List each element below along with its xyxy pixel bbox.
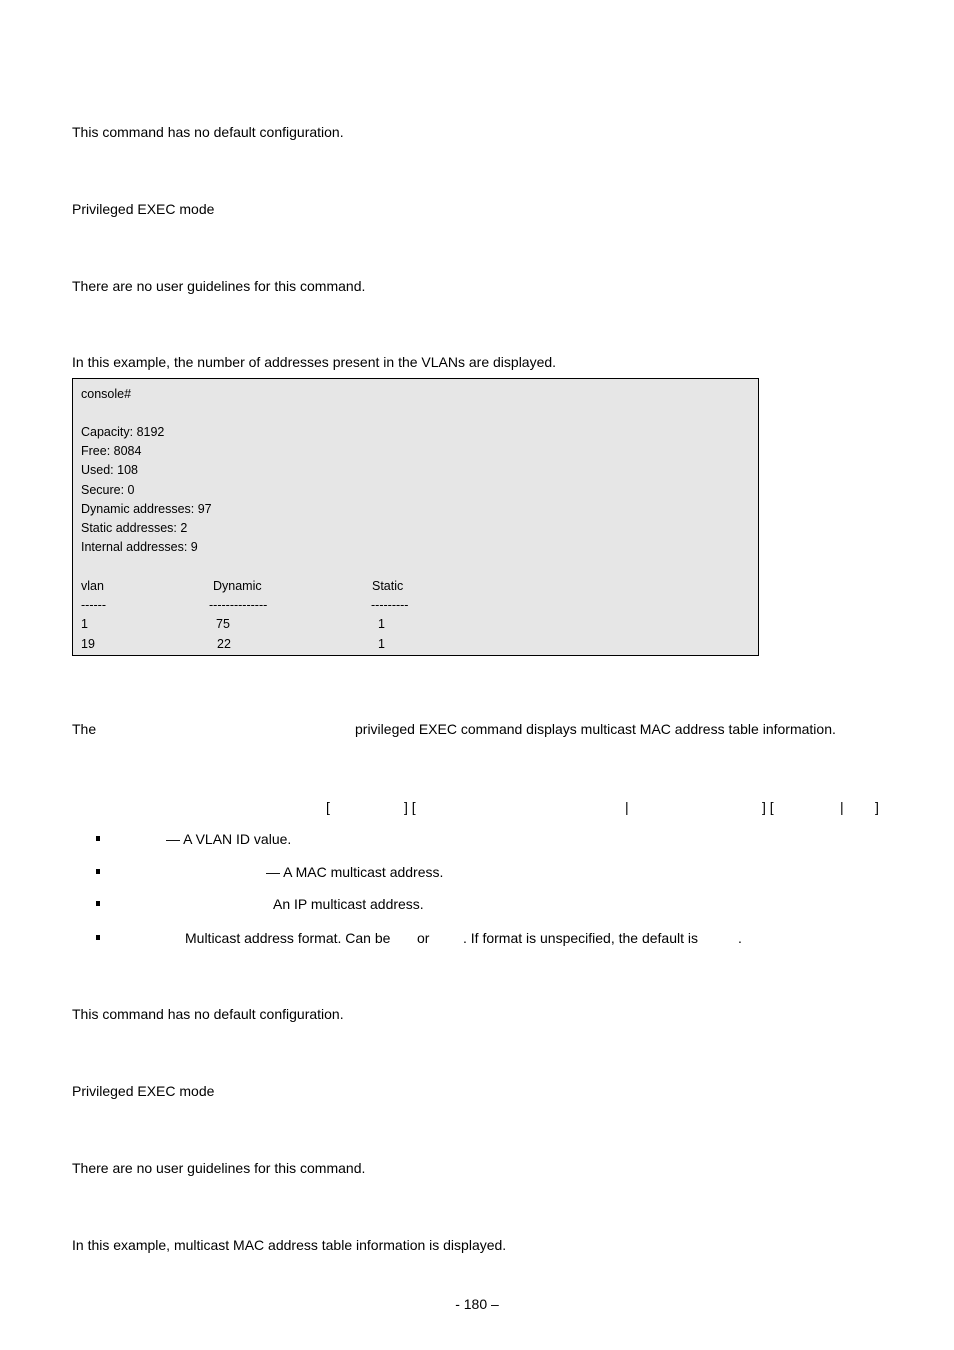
table-header-vlan: vlan [81, 579, 104, 593]
console-prompt: console# [81, 387, 132, 401]
example-intro-text: In this example, multicast MAC address table information is displayed. [72, 1237, 507, 1253]
table-header-dynamic: Dynamic [213, 579, 262, 593]
bullet-icon [96, 836, 100, 841]
stat-line: Capacity: 8192 [81, 425, 165, 439]
table-separator: ------ [81, 598, 106, 612]
stat-line: Free: 8084 [81, 444, 142, 458]
table-cell: 19 [81, 637, 95, 651]
table-separator: -------------- [209, 598, 268, 612]
table-cell: 1 [378, 617, 385, 631]
example-intro-text: In this example, the number of addresses present in the VLANs are displayed. [72, 354, 557, 370]
table-cell: 75 [216, 617, 230, 631]
stat-line: Internal addresses: 9 [81, 540, 198, 554]
description-suffix: privileged EXEC command displays multicast MAC address table information. [355, 721, 836, 737]
syntax-bracket: ] [ [404, 799, 416, 815]
stat-line: Static addresses: 2 [81, 521, 188, 535]
param-format-desc: Multicast address format. Can be [185, 930, 391, 946]
param-vlan-desc: — A VLAN ID value. [166, 831, 292, 847]
param-mac-desc: — A MAC multicast address. [266, 864, 444, 880]
bullet-icon [96, 935, 100, 940]
page-number: - 180 – [455, 1296, 499, 1312]
stat-line: Secure: 0 [81, 483, 135, 497]
param-format-default: . If format is unspecified, the default is [463, 930, 699, 946]
syntax-bracket: ] [ [762, 799, 774, 815]
syntax-pipe: | [625, 799, 629, 815]
user-guidelines-text: There are no user guidelines for this command. [72, 278, 366, 294]
table-cell: 22 [217, 637, 231, 651]
param-format-end: . [738, 930, 742, 946]
syntax-pipe: | [840, 799, 844, 815]
description-prefix: The [72, 721, 97, 737]
default-config-text: This command has no default configuration. [72, 124, 344, 140]
table-cell: 1 [378, 637, 385, 651]
console-output-box [72, 378, 759, 656]
stat-line: Dynamic addresses: 97 [81, 502, 212, 516]
table-separator: --------- [371, 598, 409, 612]
command-mode-text: Privileged EXEC mode [72, 1083, 215, 1099]
syntax-bracket: ] [875, 799, 879, 815]
syntax-bracket: [ [326, 799, 330, 815]
param-ip-desc: An IP multicast address. [273, 896, 424, 912]
table-header-static: Static [372, 579, 404, 593]
stat-line: Used: 108 [81, 463, 138, 477]
user-guidelines-text: There are no user guidelines for this command. [72, 1160, 366, 1176]
param-format-or: or [417, 930, 430, 946]
bullet-icon [96, 869, 100, 874]
bullet-icon [96, 901, 100, 906]
command-mode-text: Privileged EXEC mode [72, 201, 215, 217]
default-config-text: This command has no default configuration. [72, 1006, 344, 1022]
table-cell: 1 [81, 617, 88, 631]
